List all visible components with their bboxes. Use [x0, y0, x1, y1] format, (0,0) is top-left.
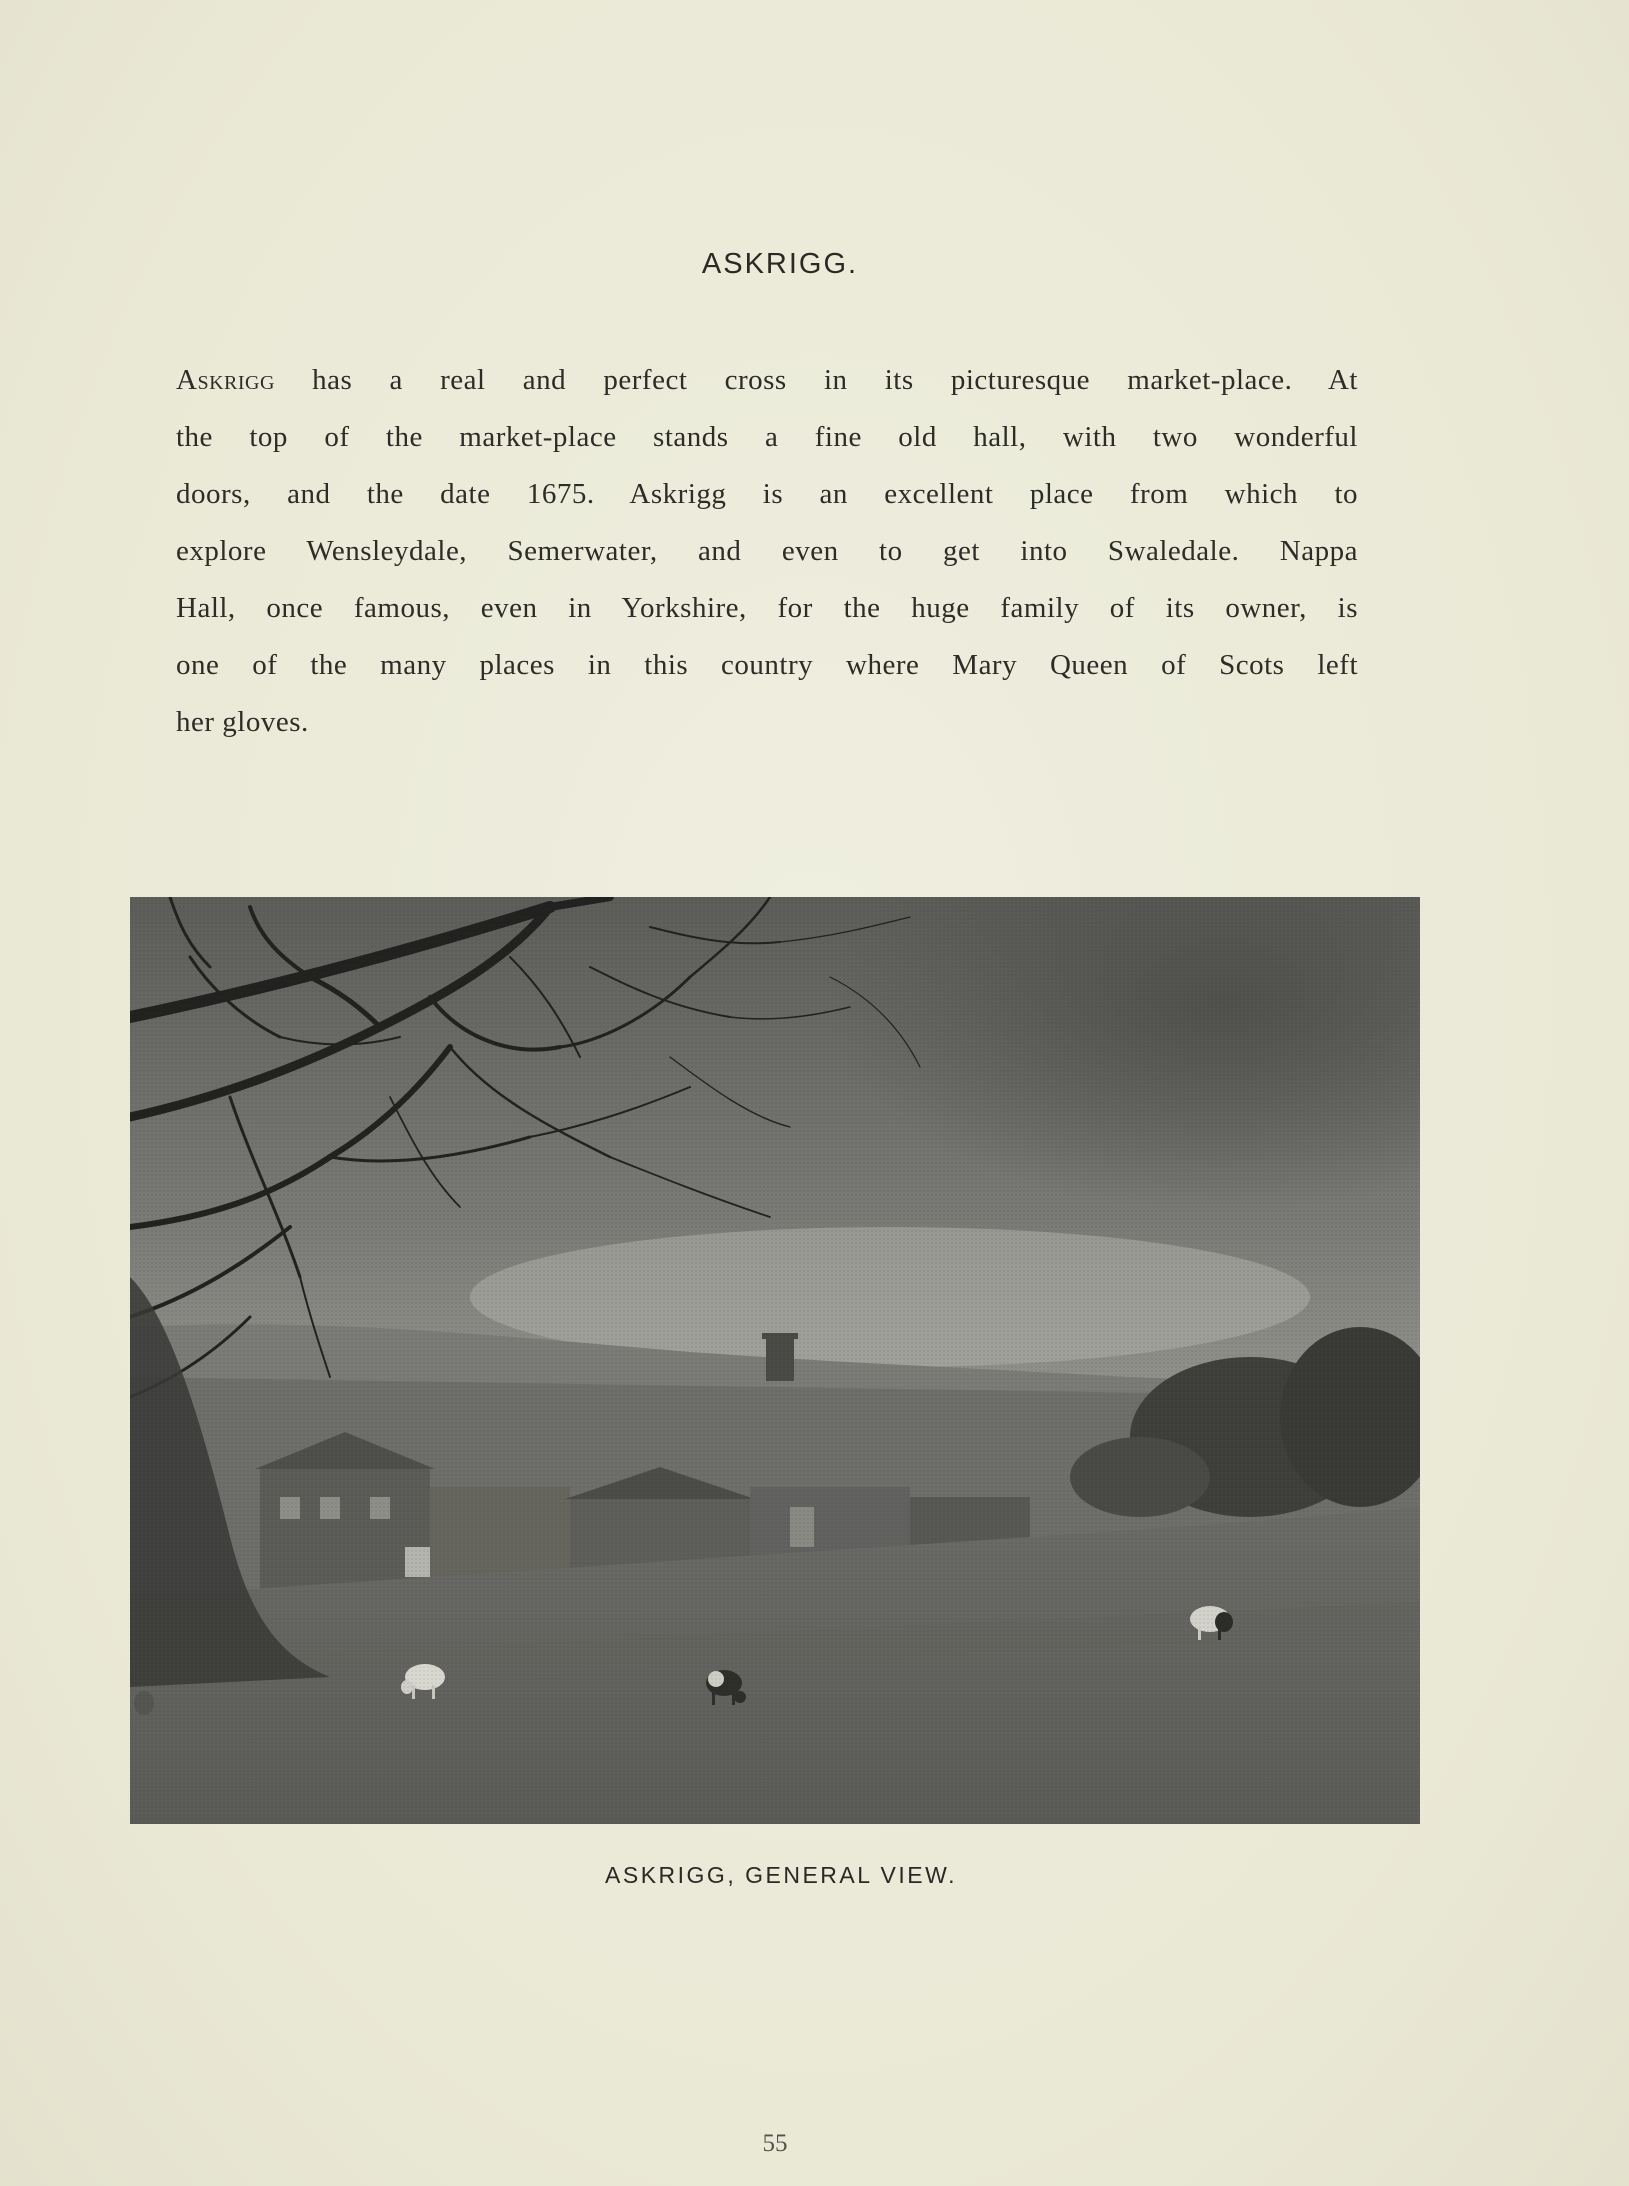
body-line: doors, and the date 1675. Askrigg is an excellent place from which to: [176, 478, 1358, 510]
body-line: her gloves.: [176, 706, 309, 738]
body-paragraph: [176, 352, 1358, 751]
body-line: explore Wensleydale, Semerwater, and even to get into Swaledale. Nappa: [176, 535, 1358, 567]
page-number: 55: [762, 2130, 788, 2157]
figure-caption: ASKRIGG, GENERAL VIEW.: [605, 1862, 957, 1888]
lead-word: Askrigg: [176, 364, 275, 396]
landscape-photograph: [130, 897, 1420, 1824]
body-line: [176, 352, 1358, 409]
body-line-text: has a real and perfect cross in its picturesque market-place. At: [274, 364, 1358, 396]
body-line: one of the many places in this country where Mary Queen of Scots left: [176, 649, 1358, 681]
body-line: Hall, once famous, even in Yorkshire, for the huge family of its owner, is: [176, 592, 1358, 624]
page-heading: ASKRIGG.: [701, 248, 859, 280]
body-line: the top of the market-place stands a fine old hall, with two wonderful: [176, 421, 1358, 453]
